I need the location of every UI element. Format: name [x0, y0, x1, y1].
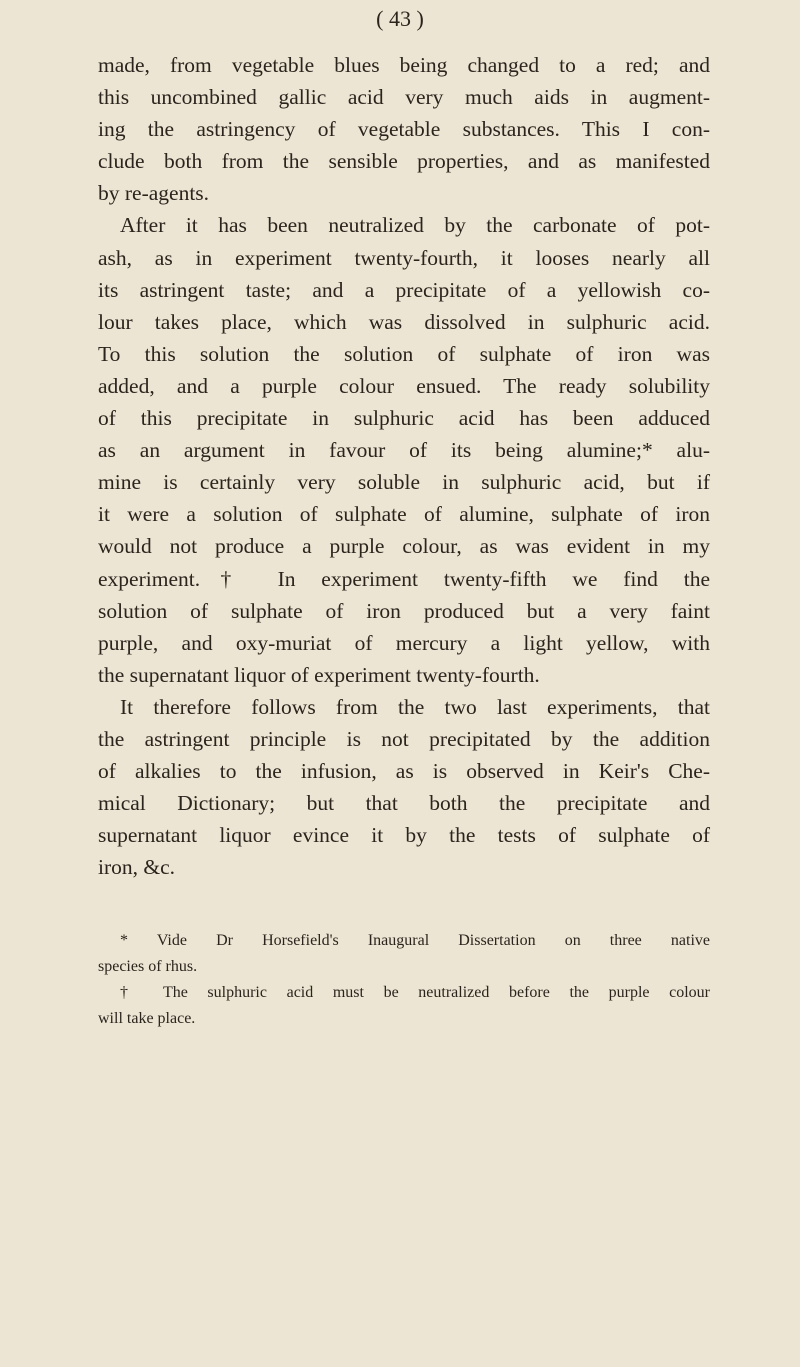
- text-line: as an argument in favour of its being alumine;* alu-: [98, 438, 710, 463]
- text-line: by re-agents.: [98, 181, 210, 206]
- text-line: clude both from the sensible properties, and as manifested: [98, 149, 710, 174]
- text-line: it were a solution of sulphate of alumine, sulphate of iron: [98, 502, 710, 527]
- text-line: To this solution the solution of sulphate of iron was: [98, 341, 710, 366]
- text-line: the supernatant liquor of experiment twenty-fourth.: [98, 662, 540, 687]
- text-line: would not produce a purple colour, as was evident in my: [98, 534, 710, 559]
- text-line: of this precipitate in sulphuric acid has been adduced: [98, 406, 710, 431]
- text-line: experiment.† In experiment twenty-fifth we find the: [98, 566, 710, 591]
- text-line: mine is certainly very soluble in sulphuric acid, but if: [98, 470, 710, 495]
- footnotes: [98, 928, 710, 1032]
- text-line: lour takes place, which was dissolved in sulphuric acid.: [98, 309, 710, 334]
- text-line: After it has been neutralized by the carbonate of pot-: [120, 213, 710, 238]
- text-line: made, from vegetable blues being changed to a red; and: [98, 53, 710, 77]
- text-line: added, and a purple colour ensued. The ready solubility: [98, 373, 710, 398]
- text-line: this uncombined gallic acid very much aids in augment-: [98, 85, 710, 110]
- text-line: iron, &c.: [98, 855, 176, 880]
- text-line: supernatant liquor evince it by the tests of sulphate of: [98, 823, 710, 848]
- page-number: ( 43 ): [376, 6, 424, 31]
- footnote-line: * Vide Dr Horsefield's Inaugural Dissertation on three native: [120, 932, 710, 949]
- footnote-line: † The sulphuric acid must be neutralized before the purple colour: [120, 984, 710, 1001]
- text-line: ing the astringency of vegetable substances. This I con-: [98, 117, 710, 142]
- text-line: solution of sulphate of iron produced but a very faint: [98, 598, 710, 623]
- text-line: the astringent principle is not precipitated by the addition: [98, 726, 710, 751]
- body-text: [98, 49, 710, 883]
- text-line: purple, and oxy-muriat of mercury a light yellow, with: [98, 630, 710, 655]
- text-line: its astringent taste; and a precipitate of a yellowish co-: [98, 277, 710, 302]
- footnote-line: will take place.: [98, 1010, 196, 1027]
- text-line: mical Dictionary; but that both the precipitate and: [98, 791, 710, 816]
- text-line: It therefore follows from the two last experiments, that: [120, 694, 710, 719]
- text-line: ash, as in experiment twenty-fourth, it looses nearly all: [98, 245, 710, 270]
- text-line: of alkalies to the infusion, as is observed in Keir's Che-: [98, 759, 710, 784]
- footnote-line: species of rhus.: [98, 958, 198, 975]
